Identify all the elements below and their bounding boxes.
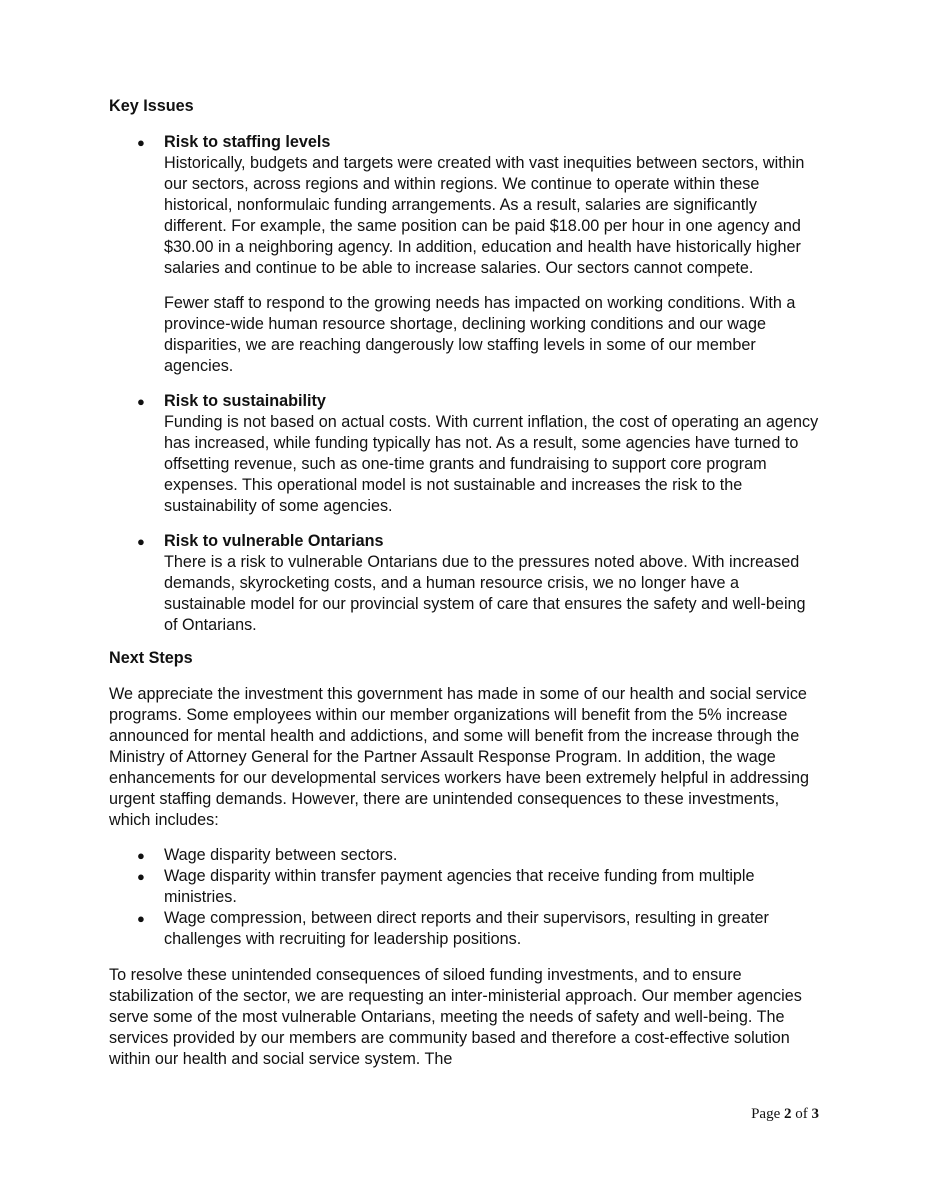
key-issue-paragraph: Funding is not based on actual costs. With current inflation, the cost of operating an agency has increased, while funding typically has not. As a result, some agencies have turned to offsetting revenue, such as one-time grants and fundraising to support core program expenses. This operational model is not sustainable and increases the risk to the sustainability of some agencies.	[164, 413, 819, 515]
key-issue-sustainability	[109, 391, 821, 517]
page-word: Page	[751, 1106, 781, 1122]
consequence-item: ● Wage disparity within transfer payment agencies that receive funding from multiple ministries.	[109, 866, 821, 908]
page-number-footer	[751, 1106, 819, 1123]
key-issue-paragraph: Fewer staff to respond to the growing needs has impacted on working conditions. With a province-wide human resource shortage, declining working conditions and our wage disparities, we are reaching dangerously low staffing levels in some of our member agencies.	[164, 294, 796, 375]
total-pages-number: 3	[811, 1106, 819, 1122]
next-steps-intro: We appreciate the investment this government has made in some of our health and social service programs. Some employees within our member organizations will benefit from the 5% increase announced for mental health and addictions, and some will benefit from the increase through the Ministry of Attorney General for the Partner Assault Response Program. In addition, the wage enhancements for our developmental services workers have been extremely helpful in addressing urgent staffing demands. However, there are unintended consequences to these investments, which includes:	[109, 685, 810, 829]
key-issue-title: ● Risk to vulnerable Ontarians	[164, 532, 384, 550]
key-issues-heading: Key Issues	[109, 97, 194, 115]
key-issue-staffing	[109, 132, 821, 377]
consequence-item: ● Wage compression, between direct reports and their supervisors, resulting in greater challenges with recruiting for leadership positions.	[109, 908, 821, 950]
of-word: of	[795, 1106, 808, 1122]
next-steps-heading: Next Steps	[109, 649, 193, 667]
key-issue-title: ● Risk to sustainability	[164, 392, 326, 410]
consequences-list	[109, 845, 821, 950]
key-issues-list	[109, 132, 821, 636]
key-issue-paragraph: Historically, budgets and targets were created with vast inequities between sectors, within our sectors, across regions and within regions. We continue to operate within these historical, nonformulaic funding arrangements. As a result, salaries are significantly different. For example, the same position can be paid $18.00 per hour in one agency and $30.00 in a neighboring agency. In addition, education and health have historically higher salaries and continue to be able to increase salaries. Our sectors cannot compete.	[164, 154, 805, 277]
key-issue-vulnerable-ontarians	[109, 531, 821, 636]
consequence-item: ● Wage disparity between sectors.	[109, 845, 821, 866]
key-issue-title: ● Risk to staffing levels	[164, 133, 331, 151]
key-issue-paragraph: There is a risk to vulnerable Ontarians due to the pressures noted above. With increased demands, skyrocketing costs, and a human resource crisis, we no longer have a sustainable model for our provincial system of care that ensures the safety and well-being of Ontarians.	[164, 553, 806, 634]
page-content	[109, 96, 821, 1070]
next-steps-closing: To resolve these unintended consequences of siloed funding investments, and to ensure stabilization of the sector, we are requesting an inter-ministerial approach. Our member agencies serve some of the most vulnerable Ontarians, meeting the needs of safety and well-being. The services provided by our members are community based and therefore a cost-effective solution within our health and social service system. The	[109, 966, 802, 1068]
current-page-number: 2	[784, 1106, 792, 1122]
